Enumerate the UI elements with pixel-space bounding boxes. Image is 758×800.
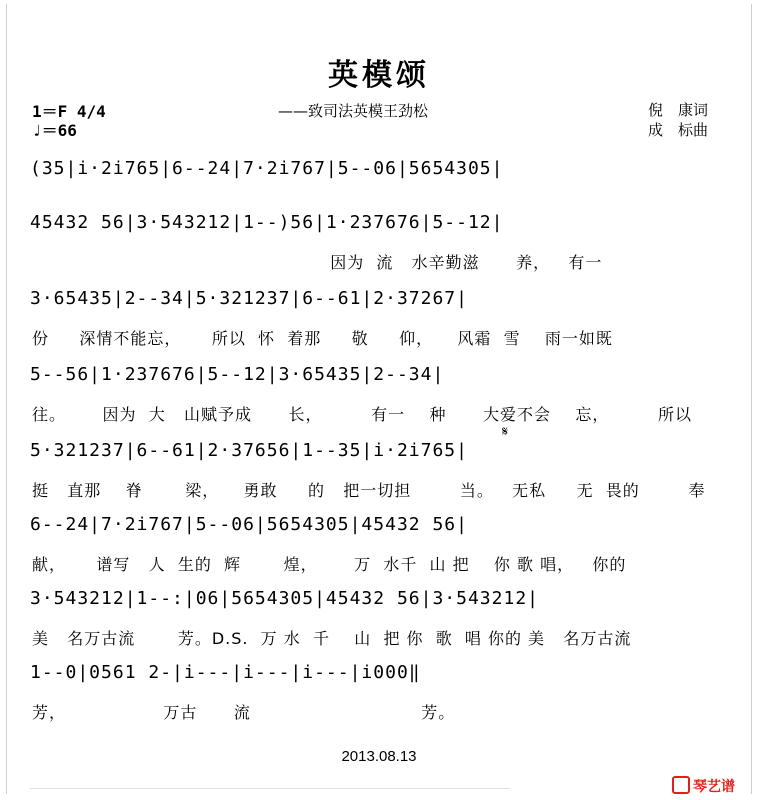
lyric-line-8: 芳， 万古 流 芳。 bbox=[32, 703, 456, 722]
watermark-logo bbox=[672, 776, 735, 796]
composer-credit: 成 标曲 bbox=[648, 121, 709, 139]
song-title: 英模颂 bbox=[328, 58, 430, 93]
score-line-1: (35|i·2i765|6--24|7·2i767|5--06|5654305| bbox=[30, 158, 504, 179]
key-signature: 1＝F 4/4 bbox=[32, 102, 106, 121]
score-line-8: 1--0|0561 2-|i---|i---|i---|i000‖ bbox=[30, 662, 421, 683]
logo-icon bbox=[672, 776, 690, 794]
score-line-6: 6--24|7·2i767|5--06|5654305|45432 56| bbox=[30, 514, 468, 535]
tempo-marking: ♩＝66 bbox=[32, 121, 77, 140]
lyric-line-6: 献， 谱写 人 生的 辉 煌， 万 水千 山 把 你 歌 唱， 你的 bbox=[32, 555, 627, 574]
lyric-line-3: 份 深情不能忘， 所以 怀 着那 敬 仰， 风霜 雪 雨一如既 bbox=[32, 329, 613, 348]
lyric-line-2: 因为 流 水辛勤滋 养， 有一 bbox=[32, 253, 603, 272]
bottom-divider bbox=[30, 788, 510, 789]
song-subtitle: ——致司法英模王劲松 bbox=[278, 102, 429, 120]
score-line-7: 3·543212|1--:|06|5654305|45432 56|3·543212| bbox=[30, 588, 539, 609]
composition-date: 2013.08.13 bbox=[341, 748, 417, 765]
lyric-line-7: 美 名万古流 芳。D.S. 万 水 千 山 把 你 歌 唱 你的 美 名万古流 bbox=[32, 629, 632, 648]
score-line-4: 5--56|1·237676|5--12|3·65435|2--34| bbox=[30, 364, 445, 385]
watermark-text: 琴艺谱 bbox=[693, 778, 735, 794]
score-line-5: 5·321237|6--61|2·37656|1--35|i·2i765| bbox=[30, 440, 468, 461]
lyric-line-5: 挺 直那 脊 梁， 勇敢 的 把一切担 当。 无私 无 畏的 奉 bbox=[32, 481, 706, 500]
lyric-line-1 bbox=[32, 188, 732, 210]
segno-sign: 𝄋 bbox=[502, 424, 509, 440]
lyricist-credit: 倪 康词 bbox=[648, 101, 709, 119]
score-line-3: 3·65435|2--34|5·321237|6--61|2·37267| bbox=[30, 288, 468, 309]
lyric-line-4: 往。 因为 大 山赋予成 长， 有一 种 大爱不会 忘， 所以 bbox=[32, 405, 693, 424]
score-line-2: 45432 56|3·543212|1--)56|1·237676|5--12| bbox=[30, 212, 504, 233]
